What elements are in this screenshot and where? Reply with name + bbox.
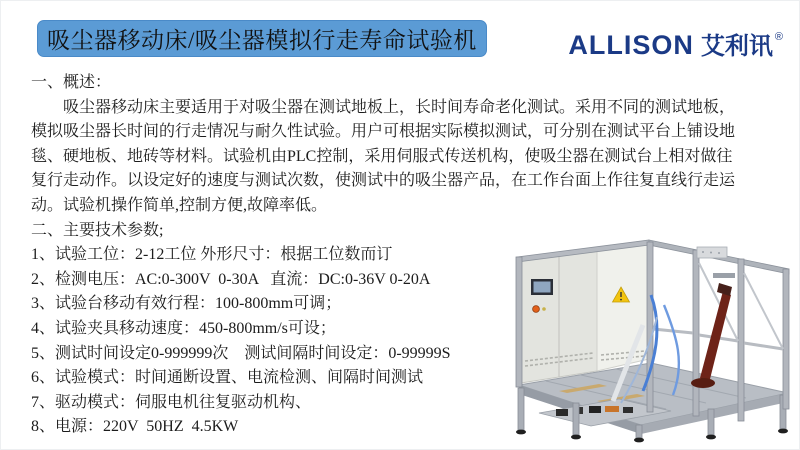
vacuum-cleaner-handle: [717, 283, 732, 296]
machine-leg: [518, 388, 524, 430]
brand-name-cn: 艾利讯: [700, 33, 773, 60]
frame-post: [738, 259, 744, 421]
power-button: [533, 306, 540, 313]
vacuum-cleaner-head: [691, 378, 715, 388]
registered-trademark-icon: ®: [774, 31, 783, 43]
spec-item: 8、电源：220V 50HZ 4.5KW: [31, 418, 239, 436]
frame-post: [647, 242, 653, 412]
specs-heading: 二、主要技术参数;: [31, 221, 164, 239]
overview-line: 毯、硬地板、地砖等材料。试验机由PLC控制，采用伺服式传送机构，使吸尘器在测试台上相对做往: [31, 147, 733, 165]
frame-post: [516, 257, 522, 387]
frame-diagonal: [744, 273, 783, 349]
title-banner: [37, 20, 487, 57]
spec-item: 3、试验台移动有效行程：100-800mm可调；: [31, 295, 342, 313]
overview-line: 动。试验机操作简单,控制方便,故障率低。: [31, 196, 328, 214]
leveling-foot: [516, 430, 526, 435]
electrical-component: [589, 406, 601, 413]
indicator-light: [542, 307, 546, 311]
leveling-foot: [706, 435, 716, 440]
overview-line: 模拟吸尘器长时间的行走情况与耐久性试验。用户可根据实际模拟测试，可分别在测试平台上铺设地: [31, 123, 736, 141]
frame-post: [783, 269, 789, 409]
spec-item: 4、试验夹具移动速度：450-800mm/s可设；: [31, 319, 336, 337]
machine-photo: [501, 233, 796, 445]
page-title: 吸尘器移动床/吸尘器模拟行走寿命试验机: [47, 28, 477, 53]
frame-brace: [744, 343, 783, 349]
machine-leg: [573, 403, 579, 435]
spec-item: 7、驱动模式：伺服电机往复驱动机构、: [31, 393, 312, 411]
spec-item: 6、试验模式：时间通断设置、电流检测、间隔时间测试: [31, 369, 424, 387]
electrical-component: [623, 407, 633, 413]
frame-post: [693, 250, 699, 416]
overview-line: 吸尘器移动床主要适用于对吸尘器在测试地板上，长时间寿命老化测试。采用不同的测试地板，: [63, 98, 736, 116]
machine-leg: [708, 409, 714, 435]
display-screen: [534, 282, 551, 293]
mounting-bracket: [713, 273, 735, 278]
machine-illustration: [501, 233, 796, 445]
spec-item: 1、试验工位：2-12工位 外形尺寸：根据工位数而订: [31, 246, 393, 264]
leveling-foot: [778, 429, 788, 434]
electrical-component: [556, 409, 568, 416]
spec-item: 2、检测电压：AC:0-300V 0-30A 直流：DC:0-36V 0-20A: [31, 270, 431, 288]
leveling-foot: [634, 438, 644, 443]
overview-line: 复行走动作。以设定好的速度与测试次数，使测试中的吸尘器产品，在工作台面上作往复直线行走运: [31, 172, 736, 190]
overview-heading: 一、概述：: [31, 74, 112, 91]
spec-item: 5、测试时间设定0-999999次 测试间隔时间设定：0-99999S: [31, 344, 451, 362]
brand-logo: [568, 26, 783, 61]
leveling-foot: [571, 435, 581, 440]
brand-name-en: ALLISON: [568, 30, 694, 60]
machine-leg: [636, 425, 642, 438]
wiring-duct: [605, 406, 619, 412]
